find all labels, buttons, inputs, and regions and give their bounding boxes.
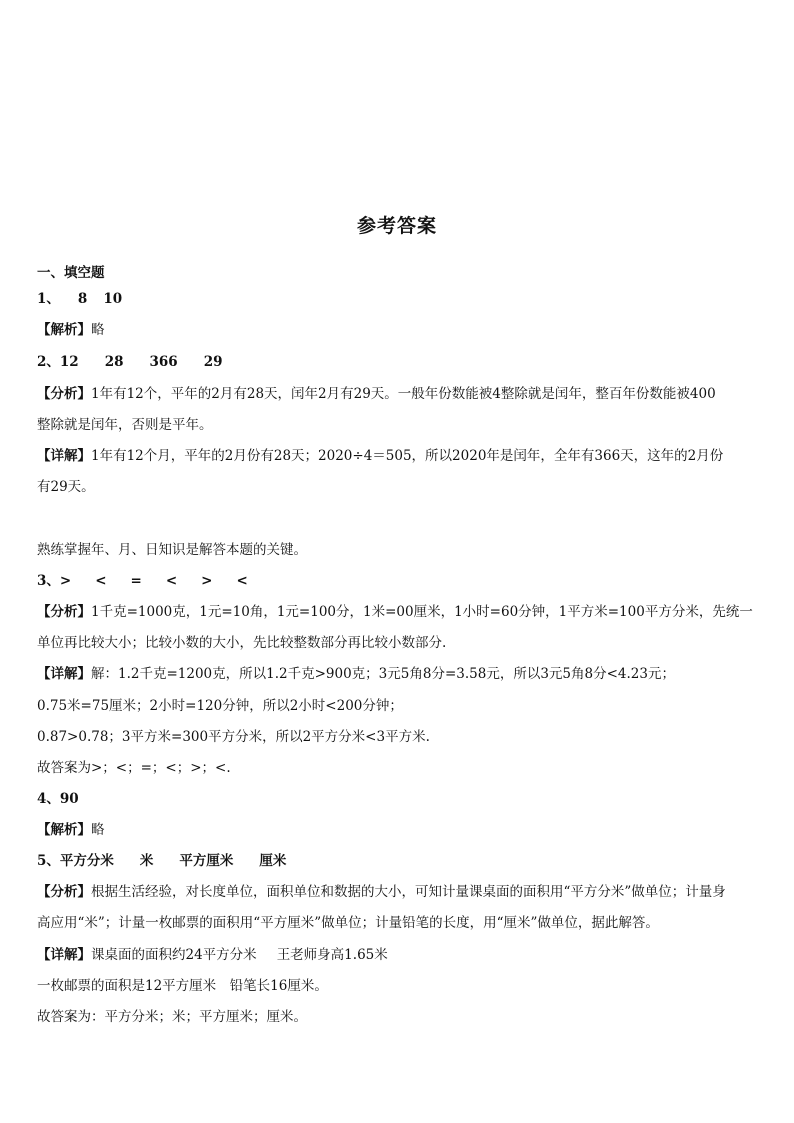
- q5-fenxi-text-1: 根据生活经验，对长度单位，面积单位和数据的大小，可知计量课桌面的面积用“平方分米”做单位；计量身: [91, 884, 726, 900]
- q5-xiangjie-line-1: [37, 945, 765, 965]
- q5-answer-1: 平方分米: [59, 853, 114, 869]
- q5-fenxi-line-1: [37, 882, 765, 902]
- q2-fenxi-line-1: [37, 384, 765, 404]
- q3-answer-line: [37, 571, 765, 591]
- q5-answer-3: 平方厘米: [179, 853, 234, 869]
- q2-xiangjie-line-2: 有29天。: [37, 479, 95, 495]
- q2-answer-4: 29: [203, 354, 223, 370]
- q3-xiangjie-line-2: 0.75米=75厘米；2小时=120分钟，所以2小时<200分钟；: [37, 698, 403, 714]
- q3-answer-4: <: [165, 573, 178, 589]
- xiangjie-label: 【详解】: [37, 666, 91, 682]
- q3-xiangjie-line-3: 0.87>0.78；3平方米=300平方分米，所以2平方分米<3平方米.: [37, 729, 430, 745]
- jiexi-label: 【解析】: [37, 822, 91, 838]
- q5-xiangjie-text-1a: 课桌面的面积约24平方分米: [91, 947, 257, 963]
- q5-answer-4: 厘米: [259, 853, 287, 869]
- q3-answer-3: =: [130, 573, 142, 589]
- q1-answer-2: 10: [103, 291, 123, 307]
- q3-fenxi-line-1: [37, 602, 765, 622]
- fenxi-label: 【分析】: [37, 386, 91, 402]
- q4-jiexi: [37, 820, 765, 840]
- q3-fenxi-text-1: 1千克=1000克，1元=10角，1元=100分，1米=00厘米，1小时=60分钟，1平方米=100平方分米，先统一: [91, 604, 753, 620]
- q1-number: 1、: [37, 291, 60, 307]
- q5-fenxi-line-2: 高应用“米”；计量一枚邮票的面积用“平方厘米”做单位；计量铅笔的长度，用“厘米”做单位，据此解答。: [37, 915, 659, 931]
- q4-answer-line: [37, 789, 765, 809]
- q2-fenxi-line-2: 整除就是闰年，否则是平年。: [37, 417, 213, 433]
- q2-summary: 熟练掌握年、月、日知识是解答本题的关键。: [37, 542, 307, 558]
- q2-answer-1: 12: [59, 354, 79, 370]
- q4-answer: 90: [59, 791, 79, 807]
- q1-jiexi: [37, 320, 765, 340]
- q5-answer-line: [37, 851, 765, 871]
- q4-number: 4、: [37, 791, 60, 807]
- q2-xiangjie-line-1: [37, 446, 765, 466]
- fenxi-label: 【分析】: [37, 884, 91, 900]
- q3-xiangjie-line-1: [37, 664, 765, 684]
- q2-fenxi-text-1: 1年有12个，平年的2月有28天，闰年2月有29天。一般年份数能被4整除就是闰年，整百年份数能被400: [91, 386, 716, 402]
- page-title: 参考答案: [356, 215, 437, 237]
- q5-answer-2: 米: [139, 853, 154, 869]
- q2-xiangjie-text-1: 1年有12个月，平年的2月份有28天；2020÷4＝505，所以2020年是闰年，全年有366天，这年的2月份: [91, 448, 724, 464]
- q3-answer-2: <: [95, 573, 107, 589]
- q3-fenxi-line-2: 单位再比较大小；比较小数的大小，先比较整数部分再比较小数部分.: [37, 635, 447, 651]
- q1-answer-1: 8: [77, 291, 88, 307]
- xiangjie-label: 【详解】: [37, 947, 91, 963]
- q2-answer-2: 28: [104, 354, 124, 370]
- q3-answer-5: >: [201, 573, 213, 589]
- q5-number: 5、: [37, 853, 60, 869]
- q3-answer-6: <: [236, 573, 248, 589]
- q1-answer-line: [37, 289, 765, 309]
- q3-answer-1: >: [59, 573, 72, 589]
- q3-number: 3、: [37, 573, 60, 589]
- q2-answer-line: [37, 352, 765, 372]
- fenxi-label: 【分析】: [37, 604, 91, 620]
- q2-answer-3: 366: [149, 354, 178, 370]
- q2-number: 2、: [37, 354, 60, 370]
- xiangjie-label: 【详解】: [37, 448, 91, 464]
- q1-jiexi-text: 略: [91, 322, 105, 338]
- section-heading: 一、填空题: [37, 265, 105, 281]
- q3-xiangjie-text-1: 解：1.2千克=1200克，所以1.2千克>900克；3元5角8分=3.58元，所以3元5角8分<4.23元；: [91, 666, 675, 682]
- q5-conclusion: 故答案为：平方分米；米；平方厘米；厘米。: [37, 1009, 307, 1025]
- q3-conclusion: 故答案为>；<；=；<；>；<.: [37, 760, 231, 776]
- q5-xiangjie-line-2: 一枚邮票的面积是12平方厘米 铅笔长16厘米。: [37, 978, 328, 994]
- q4-jiexi-text: 略: [91, 822, 105, 838]
- jiexi-label: 【解析】: [37, 322, 91, 338]
- q5-xiangjie-text-1b: 王老师身高1.65米: [276, 947, 388, 963]
